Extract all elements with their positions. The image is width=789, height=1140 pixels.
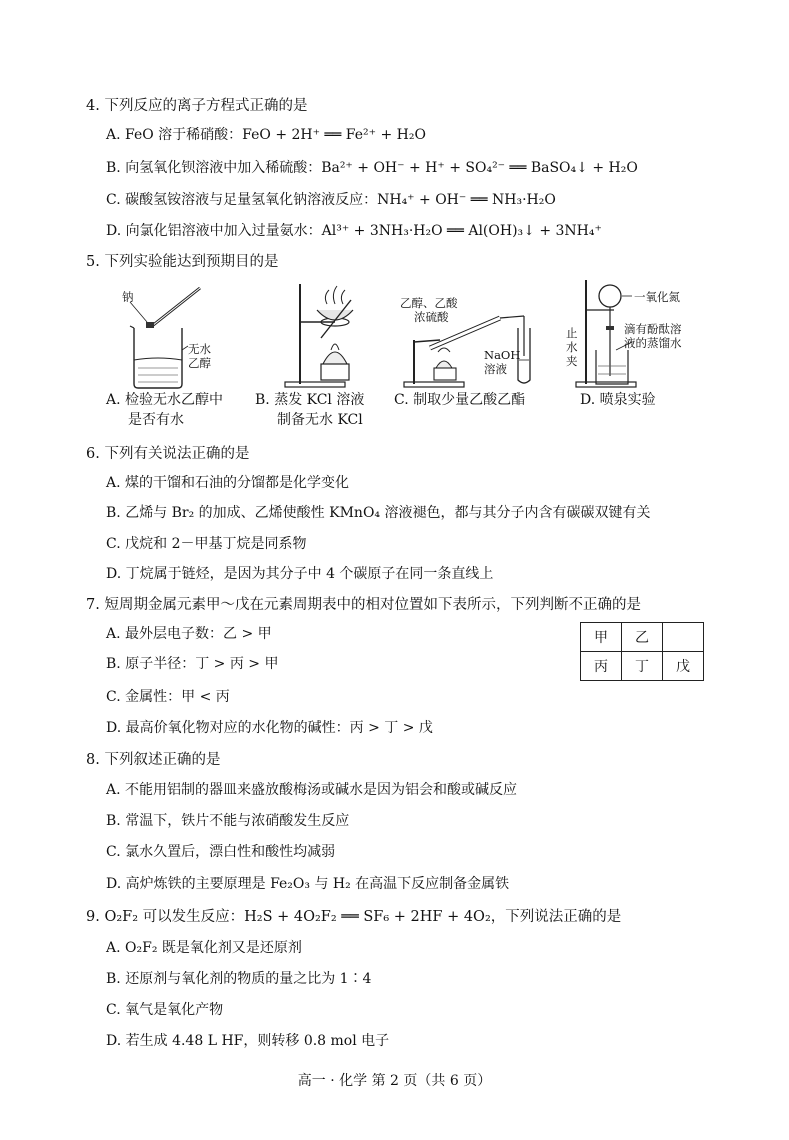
question-9-stem: 9. O₂F₂ 可以发生反应：H₂S + 4O₂F₂ ══ SF₆ + 2HF + 4O₂，下列说法正确的是	[86, 909, 622, 925]
question-8-stem: 8. 下列叙述正确的是	[86, 752, 221, 768]
question-9-option-d: D. 若生成 4.48 L HF，则转移 0.8 mol 电子	[106, 1033, 390, 1049]
figure-c-caption-1: C. 制取少量乙酸乙酯	[394, 392, 526, 408]
figure-a-caption-2: 是否有水	[128, 412, 184, 428]
label-conc-sulfuric-acid: 浓硫酸	[414, 310, 449, 324]
question-6-stem: 6. 下列有关说法正确的是	[86, 446, 250, 462]
question-8-option-d: D. 高炉炼铁的主要原理是 Fe₂O₃ 与 H₂ 在高温下反应制备金属铁	[106, 876, 510, 892]
question-6-option-a: A. 煤的干馏和石油的分馏都是化学变化	[106, 475, 350, 491]
figure-c	[394, 280, 550, 430]
question-4-option-d: D. 向氯化铝溶液中加入过量氨水：Al³⁺ + 3NH₃·H₂O ══ Al(OH)₃↓ + 3NH₄⁺	[106, 223, 602, 239]
question-7-option-a: A. 最外层电子数：乙 > 甲	[106, 626, 272, 642]
question-7-stem: 7. 短周期金属元素甲～戊在元素周期表中的相对位置如下表所示，下列判断不正确的是	[86, 597, 641, 613]
table-cell: 甲	[581, 623, 622, 652]
figure-b	[255, 280, 405, 430]
question-4-option-c: C. 碳酸氢铵溶液与足量氢氧化钠溶液反应：NH₄⁺ + OH⁻ ══ NH₃·H₂O	[106, 192, 556, 208]
label-ethanol: 乙醇	[188, 356, 211, 370]
question-4-option-a: A. FeO 溶于稀硝酸：FeO + 2H⁺ ══ Fe²⁺ + H₂O	[106, 127, 426, 143]
question-5-stem: 5. 下列实验能达到预期目的是	[86, 254, 279, 270]
question-8-option-b: B. 常温下，铁片不能与浓硝酸发生反应	[106, 813, 350, 829]
label-anhydrous: 无水	[188, 342, 211, 356]
question-6-option-d: D. 丁烷属于链烃，是因为其分子中 4 个碳原子在同一条直线上	[106, 566, 494, 582]
periodic-table-snippet	[580, 622, 704, 681]
label-clamp-3: 夹	[566, 354, 578, 368]
label-clamp-2: 水	[566, 340, 578, 354]
label-phenolphthalein-2: 液的蒸馏水	[624, 336, 682, 350]
label-phenolphthalein-1: 滴有酚酞溶	[624, 322, 682, 336]
question-4-option-b: B. 向氢氧化钡溶液中加入稀硫酸：Ba²⁺ + OH⁻ + H⁺ + SO₄²⁻ ══ BaSO₄↓ + H₂O	[106, 160, 638, 176]
question-6-option-b: B. 乙烯与 Br₂ 的加成、乙烯使酸性 KMnO₄ 溶液褪色，都与其分子内含有碳碳双键有关	[106, 505, 651, 521]
question-9-option-a: A. O₂F₂ 既是氧化剂又是还原剂	[106, 940, 302, 956]
figure-b-caption-1: B. 蒸发 KCl 溶液	[255, 392, 365, 408]
question-7-option-b: B. 原子半径：丁 > 丙 > 甲	[106, 656, 279, 672]
question-7-option-c: C. 金属性：甲 < 丙	[106, 689, 230, 705]
label-clamp-1: 止	[566, 326, 578, 340]
figure-d-caption-1: D. 喷泉实验	[580, 392, 656, 408]
table-cell	[663, 623, 704, 652]
figure-a-caption-1: A. 检验无水乙醇中	[106, 392, 224, 408]
page-footer: 高一 · 化学 第 2 页（共 6 页）	[297, 1073, 492, 1089]
table-cell: 戊	[663, 652, 704, 681]
label-ethanol-acetic-acid: 乙醇、乙酸	[400, 296, 458, 310]
label-nitric-oxide: 一氧化氮	[634, 290, 680, 304]
label-solution: 溶液	[484, 362, 507, 376]
figure-b-caption-2: 制备无水 KCl	[277, 412, 363, 428]
table-cell: 丁	[622, 652, 663, 681]
table-cell: 乙	[622, 623, 663, 652]
experiment-figures	[100, 280, 700, 430]
evaporation-diagram	[255, 280, 405, 390]
question-9-option-c: C. 氧气是氧化产物	[106, 1002, 224, 1018]
label-naoh: NaOH	[484, 348, 521, 362]
label-sodium: 钠	[122, 290, 134, 304]
figure-d	[552, 280, 702, 430]
question-8-option-a: A. 不能用铝制的器皿来盛放酸梅汤或碱水是因为铝会和酸或碱反应	[106, 782, 518, 798]
question-4-stem: 4. 下列反应的离子方程式正确的是	[86, 98, 308, 114]
question-7-option-d: D. 最高价氧化物对应的水化物的碱性：丙 > 丁 > 戊	[106, 720, 433, 736]
figure-a	[100, 280, 250, 430]
question-9-option-b: B. 还原剂与氧化剂的物质的量之比为 1∶4	[106, 971, 372, 987]
question-6-option-c: C. 戊烷和 2－甲基丁烷是同系物	[106, 536, 307, 552]
table-cell: 丙	[581, 652, 622, 681]
question-8-option-c: C. 氯水久置后，漂白性和酸性均减弱	[106, 844, 336, 860]
